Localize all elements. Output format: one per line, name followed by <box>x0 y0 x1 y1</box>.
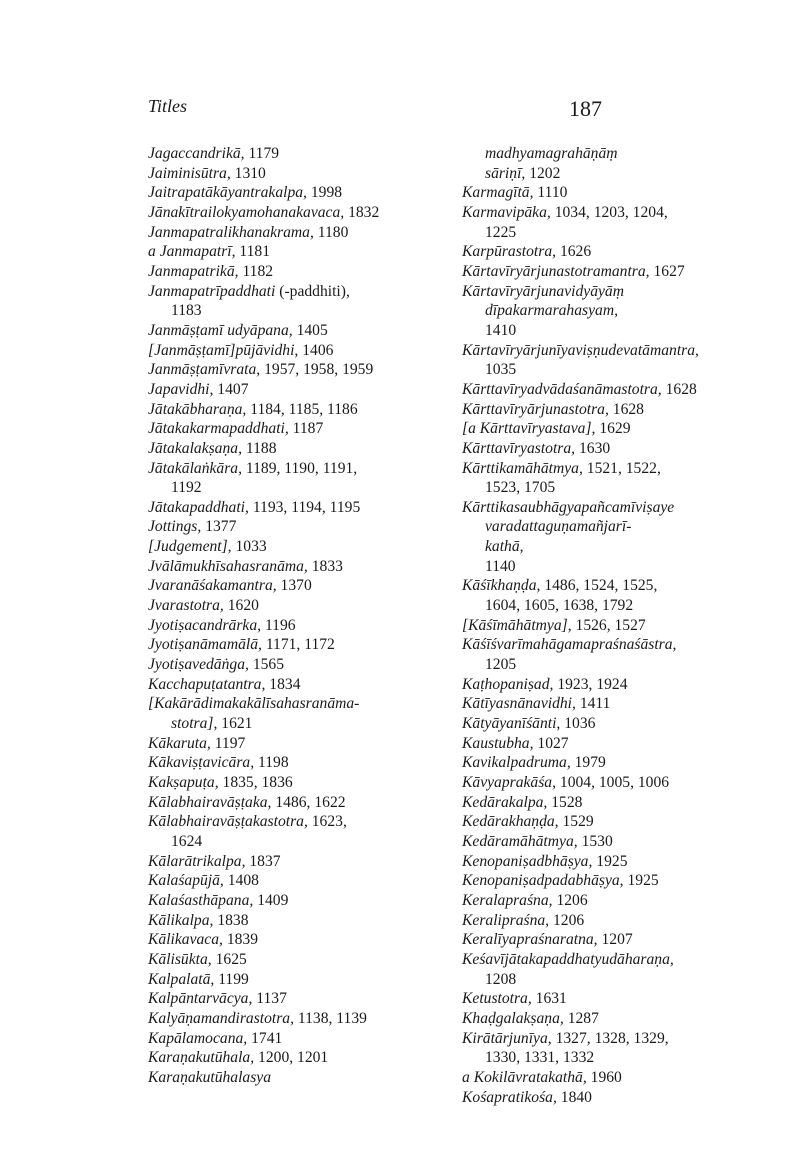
index-entry <box>148 557 448 577</box>
entry-numbers: 1206 <box>556 891 588 909</box>
entry-continuation <box>462 321 762 341</box>
entry-title: Keralapraśna, <box>462 891 553 909</box>
entry-numbers: 1199 <box>218 970 249 988</box>
entry-numbers: 1834 <box>269 675 301 693</box>
entry-numbers: 1925 <box>596 852 628 870</box>
entry-title: Janmapatralikhanakrama, <box>148 223 314 241</box>
entry-title: Kālikavaca, <box>148 931 223 949</box>
entry-numbers: 1979 <box>574 754 606 772</box>
entry-numbers: 1207 <box>601 931 633 949</box>
entry-numbers: 1620 <box>227 597 259 615</box>
entry-title: Kavikalpadruma, <box>462 754 571 772</box>
entry-title-continued: stotra], <box>171 715 218 733</box>
entry-numbers: 1838 <box>217 911 249 929</box>
entry-title: Karpūrastotra, <box>462 243 557 261</box>
entry-title: Kacchapuṭatantra, <box>148 675 266 693</box>
entry-numbers: 1137 <box>256 990 287 1008</box>
entry-title: Kārttavīryastotra, <box>462 439 576 457</box>
entry-title: [Judgement], <box>148 538 232 556</box>
index-entry <box>148 950 448 970</box>
entry-continuation <box>148 832 448 852</box>
index-entry <box>462 989 762 1009</box>
index-entry <box>462 341 762 380</box>
index-entry <box>148 753 448 773</box>
entry-title-continued: dīpakarmarahasyam, <box>485 302 618 320</box>
entry-numbers: 1189, 1190, 1191, <box>245 459 358 477</box>
index-entry <box>462 1088 762 1108</box>
entry-continuation <box>462 970 762 990</box>
entry-numbers: 1629 <box>599 420 631 438</box>
entry-title: Kākaruta, <box>148 734 211 752</box>
entry-numbers: 1184, 1185, 1186 <box>250 400 358 418</box>
entry-numbers: 1182 <box>242 262 274 280</box>
index-entry <box>148 144 448 164</box>
index-entry <box>462 891 762 911</box>
entry-title: Janmāṣṭamī udyāpana, <box>148 321 293 339</box>
entry-numbers: 1411 <box>579 695 611 713</box>
index-entry <box>462 852 762 872</box>
index-entry <box>148 891 448 911</box>
entry-numbers: 1310 <box>234 164 266 182</box>
index-entry <box>462 439 762 459</box>
entry-numbers: 1628 <box>612 400 644 418</box>
entry-title: Kalpāntarvācya, <box>148 990 253 1008</box>
entry-numbers: 1625 <box>215 950 247 968</box>
entry-numbers: 1181 <box>239 243 271 261</box>
entry-title: Kārttikamāhātmya, <box>462 459 583 477</box>
entry-numbers: 1406 <box>302 341 334 359</box>
entry-numbers: 1370 <box>280 577 312 595</box>
entry-numbers: 1179 <box>248 145 280 162</box>
index-entry <box>462 871 762 891</box>
index-entry <box>148 1048 448 1068</box>
entry-numbers: 1486, 1622 <box>275 793 346 811</box>
entry-numbers-continued: 1183 <box>171 302 202 320</box>
entry-numbers: 1526, 1527 <box>575 616 646 634</box>
entry-numbers: 1287 <box>567 1009 599 1027</box>
entry-title: Jyotiṣanāmamālā, <box>148 636 262 654</box>
entry-numbers: 1529 <box>562 813 594 831</box>
index-entry <box>462 380 762 400</box>
entry-continuation <box>462 655 762 675</box>
index-entry <box>462 183 762 203</box>
index-entry <box>148 223 448 243</box>
entry-title: Kārttavīryārjunastotra, <box>462 400 609 418</box>
entry-title: Kaustubha, <box>462 734 534 752</box>
entry-title: Jvaranāśakamantra, <box>148 577 277 595</box>
entry-numbers: 1187 <box>292 420 324 438</box>
entry-title: Kakṣapuṭa, <box>148 774 219 791</box>
entry-continuation <box>462 1048 762 1068</box>
entry-title: Khaḍgalakṣaṇa, <box>462 1009 564 1027</box>
index-entry <box>462 694 762 714</box>
entry-title-continued: kathā, <box>485 538 524 556</box>
entry-continuation <box>462 537 762 557</box>
entry-title: Kenopaniṣadpadabhāṣya, <box>462 872 624 890</box>
index-entry <box>462 753 762 773</box>
entry-title: Jātakālaṅkāra, <box>148 459 242 477</box>
entry-numbers: 1925 <box>627 872 659 890</box>
entry-numbers: 1171, 1172 <box>265 636 335 654</box>
entry-title: Kārtavīryārjunastotramantra, <box>462 262 650 280</box>
index-entry <box>462 419 762 439</box>
index-entry <box>148 459 448 498</box>
index-entry <box>462 734 762 754</box>
index-entry <box>462 1009 762 1029</box>
index-entry <box>462 321 762 341</box>
entry-numbers: 1530 <box>581 832 613 850</box>
entry-numbers: 1138, 1139 <box>297 1009 367 1027</box>
entry-title: Kālarātrikalpa, <box>148 852 246 870</box>
entry-title: Janmapatrīpaddhati <box>148 282 276 300</box>
entry-continuation <box>462 164 762 184</box>
entry-title: Kaṭhopaniṣad, <box>462 675 554 693</box>
index-entry <box>148 164 448 184</box>
entry-title: Keralipraśna, <box>462 911 550 929</box>
index-entry <box>462 203 762 242</box>
entry-continuation <box>462 517 762 537</box>
entry-title: [Janmāṣṭamī]pūjāvidhi, <box>148 341 299 359</box>
index-entry <box>148 635 448 655</box>
entry-title: Kāśīśvarīmahāgamapraśnaśāstra, <box>462 636 677 654</box>
entry-numbers: 1960 <box>590 1068 622 1086</box>
entry-title: Kākaviṣṭavicāra, <box>148 754 255 772</box>
index-entry <box>462 242 762 262</box>
entry-numbers: 1405 <box>296 321 328 339</box>
entry-numbers: 1033 <box>235 538 267 556</box>
entry-continuation <box>462 596 762 616</box>
entry-numbers: 1407 <box>217 380 249 398</box>
entry-numbers-continued: 1330, 1331, 1332 <box>485 1049 595 1067</box>
index-entry <box>462 557 762 577</box>
entry-numbers-continued: 1523, 1705 <box>485 479 556 497</box>
index-entry <box>148 773 448 793</box>
entry-numbers: 1206 <box>552 911 585 929</box>
entry-title: Jottings, <box>148 518 202 536</box>
entry-numbers: 1486, 1524, 1525, <box>544 577 658 595</box>
index-entry <box>148 793 448 813</box>
entry-title: Jātakakarmapaddhati, <box>148 420 289 438</box>
entry-title: Kārtavīryārjunīyaviṣṇudevatāmantra, <box>462 341 699 359</box>
index-entry <box>462 459 762 498</box>
entry-title: Jānakītrailokyamohanakavaca, <box>148 203 345 221</box>
entry-numbers: 1923, 1924 <box>557 675 628 693</box>
entry-title: Kedārakhaṇḍa, <box>462 813 559 831</box>
entry-numbers: 1840 <box>560 1088 592 1106</box>
index-entry <box>462 164 762 184</box>
index-entry <box>148 812 448 851</box>
index-entry <box>462 911 762 931</box>
index-entry <box>148 852 448 872</box>
index-entry <box>148 576 448 596</box>
entry-title: Kalpalatā, <box>148 970 215 988</box>
entry-continuation <box>462 360 762 380</box>
entry-numbers: 1833 <box>311 557 343 575</box>
entry-title: Kārtavīryārjunavidyāyāṃ <box>462 282 624 300</box>
index-entry <box>148 871 448 891</box>
entry-title: a Kokilāvratakathā, <box>462 1068 587 1086</box>
index-entry <box>148 1068 448 1088</box>
entry-numbers: 1327, 1328, 1329, <box>555 1029 669 1047</box>
entry-title: Keśavījātakapaddhatyudāharaṇa, <box>462 950 674 968</box>
entry-numbers: 1198 <box>258 754 289 772</box>
index-entry <box>148 1029 448 1049</box>
index-entry <box>462 773 762 793</box>
entry-numbers: 1957, 1958, 1959 <box>264 361 374 379</box>
index-entry <box>462 144 762 164</box>
entry-title: a Janmapatrī, <box>148 243 236 261</box>
index-entry <box>148 930 448 950</box>
index-entry <box>148 989 448 1009</box>
entry-numbers-continued: 1202 <box>529 164 561 182</box>
index-entry <box>462 400 762 420</box>
index-entry <box>148 734 448 754</box>
entry-title: Kapālamocana, <box>148 1029 248 1047</box>
entry-title: Kenopaniṣadbhāṣya, <box>462 852 593 870</box>
entry-title: [a Kārttavīryastava], <box>462 420 596 438</box>
index-entry <box>462 793 762 813</box>
entry-title: Kalaśapūjā, <box>148 872 224 890</box>
entry-title: Karaṇakutūhalasya <box>148 1068 272 1086</box>
entry-numbers: 1521, 1522, <box>586 459 661 477</box>
entry-title: Kāśīkhaṇḍa, <box>462 577 541 595</box>
index-entry <box>462 812 762 832</box>
left-index-column <box>148 144 448 1088</box>
index-entry <box>148 616 448 636</box>
entry-numbers: 1409 <box>257 891 289 909</box>
index-entry <box>148 498 448 518</box>
entry-numbers-continued: 1225 <box>485 223 517 241</box>
entry-title: Kārttavīryadvādaśanāmastotra, <box>462 380 662 398</box>
entry-title: Kośapratikośa, <box>462 1088 557 1106</box>
right-index-column <box>462 144 762 1107</box>
entry-numbers: 1630 <box>578 439 611 457</box>
entry-numbers-continued: 1604, 1605, 1638, 1792 <box>485 597 634 615</box>
entry-numbers-continued: 1208 <box>485 970 517 988</box>
entry-title: Kirātārjunīya, <box>462 1029 552 1047</box>
index-entry <box>462 635 762 674</box>
index-entry <box>462 714 762 734</box>
entry-numbers-continued: 1624 <box>171 832 203 850</box>
entry-numbers: 1027 <box>537 734 569 752</box>
index-entry <box>148 1009 448 1029</box>
index-entry <box>462 282 762 321</box>
index-entry <box>148 360 448 380</box>
entry-continuation <box>148 478 448 498</box>
entry-title: Kālabhairavāṣṭaka, <box>148 793 272 811</box>
entry-title: Keralīyapraśnaratna, <box>462 931 598 949</box>
entry-title: Jvālāmukhīsahasranāma, <box>148 557 308 575</box>
index-entry <box>148 282 448 321</box>
index-entry <box>462 950 762 989</box>
entry-continuation <box>462 478 762 498</box>
entry-title-continued: sāriṇī, <box>485 164 526 182</box>
index-entry <box>462 537 762 557</box>
running-head <box>148 96 602 120</box>
entry-title: Kāvyaprakāśa, <box>462 774 556 791</box>
entry-numbers: (-paddhiti), <box>279 282 350 300</box>
index-entry <box>148 517 448 537</box>
index-entry <box>462 1068 762 1088</box>
entry-numbers-continued: 1035 <box>485 361 517 379</box>
entry-title: Japavidhi, <box>148 380 214 398</box>
index-entry <box>148 675 448 695</box>
index-entry <box>148 242 448 262</box>
entry-numbers: 1839 <box>226 931 259 949</box>
entry-continuation <box>148 714 448 734</box>
entry-numbers: 1565 <box>252 656 284 674</box>
entry-title: Kārttikasaubhāgyapañcamīviṣaye <box>462 498 675 516</box>
index-entry <box>462 498 762 537</box>
entry-numbers: 1835, 1836 <box>222 774 293 791</box>
entry-numbers: 1004, 1005, 1006 <box>559 774 670 791</box>
entry-title: Janmapatrikā, <box>148 262 239 280</box>
entry-numbers: 1110 <box>537 184 568 202</box>
entry-numbers-continued: 1192 <box>171 479 202 497</box>
index-entry <box>148 970 448 990</box>
entry-continuation <box>462 223 762 243</box>
entry-numbers-continued: 1205 <box>485 656 517 674</box>
index-entry <box>462 576 762 615</box>
entry-continuation <box>462 301 762 321</box>
entry-numbers: 1998 <box>310 184 343 202</box>
index-entry <box>462 1029 762 1068</box>
index-entry <box>148 655 448 675</box>
entry-title: Jyotiṣacandrārka, <box>148 616 262 634</box>
entry-title: Jātakābharaṇa, <box>148 400 247 418</box>
entry-numbers: 1197 <box>214 734 246 752</box>
entry-title: Karmagītā, <box>462 184 534 202</box>
index-entry <box>148 262 448 282</box>
index-entry <box>148 694 448 733</box>
entry-continuation <box>148 301 448 321</box>
entry-numbers: 1193, 1194, 1195 <box>252 498 361 516</box>
index-entry <box>462 262 762 282</box>
entry-numbers: 1623, <box>311 813 347 831</box>
index-entry <box>148 596 448 616</box>
entry-numbers: 1034, 1203, 1204, <box>554 203 668 221</box>
entry-numbers: 1626 <box>559 243 592 261</box>
entry-title-continued: madhyamagrahāṇāṃ <box>485 145 618 162</box>
page-number: 187 <box>569 96 602 121</box>
index-entry <box>462 616 762 636</box>
entry-numbers: 1196 <box>264 616 296 634</box>
entry-title: Kālabhairavāṣṭakastotra, <box>148 813 308 831</box>
entry-numbers: 1188 <box>245 439 277 457</box>
entry-title: Karaṇakutūhala, <box>148 1049 255 1067</box>
entry-numbers: 1627 <box>653 262 685 280</box>
entry-title: Kalaśasthāpana, <box>148 891 254 909</box>
index-entry <box>462 832 762 852</box>
index-entry <box>462 930 762 950</box>
entry-title: Kālikalpa, <box>148 911 214 929</box>
entry-numbers: 1036 <box>564 715 596 733</box>
entry-numbers: 1741 <box>251 1029 283 1047</box>
entry-title: Jātakapaddhati, <box>148 498 249 516</box>
entry-numbers-continued: 1140 <box>485 557 516 575</box>
index-entry <box>148 380 448 400</box>
entry-numbers: 1631 <box>535 990 567 1008</box>
entry-numbers: 1377 <box>205 518 237 536</box>
entry-title: Kātyāyanīśānti, <box>462 715 561 733</box>
entry-title: Jaitrapatākāyantrakalpa, <box>148 184 307 202</box>
index-entry <box>148 911 448 931</box>
entry-numbers: 1837 <box>249 852 281 870</box>
entry-title: Kālisūkta, <box>148 950 212 968</box>
entry-numbers: 1528 <box>551 793 583 811</box>
entry-numbers-continued: 1410 <box>485 321 517 339</box>
entry-numbers-continued: 1621 <box>221 715 253 733</box>
entry-title: Jaiminisūtra, <box>148 164 231 182</box>
entry-title: Ketustotra, <box>462 990 532 1008</box>
entry-title: Kedārakalpa, <box>462 793 548 811</box>
index-entry <box>462 675 762 695</box>
entry-title: Kātīyasnānavidhi, <box>462 695 576 713</box>
index-entry <box>148 439 448 459</box>
entry-continuation <box>462 144 762 164</box>
entry-numbers: 1200, 1201 <box>258 1049 329 1067</box>
entry-numbers: 1628 <box>665 380 697 398</box>
entry-continuation <box>462 557 762 577</box>
entry-title: Kedāramāhātmya, <box>462 832 578 850</box>
index-entry <box>148 419 448 439</box>
index-entry <box>148 537 448 557</box>
index-entry <box>148 321 448 341</box>
entry-numbers: 1832 <box>348 203 380 221</box>
entry-title: Jātakalakṣaṇa, <box>148 439 242 457</box>
entry-title: Karmavipāka, <box>462 203 551 221</box>
entry-title: Jyotiṣavedāṅga, <box>148 656 249 674</box>
entry-title-continued: varadattaguṇamañjarī- <box>485 518 632 536</box>
index-entry <box>148 341 448 361</box>
index-entry <box>148 400 448 420</box>
entry-title: [Kakārādimakakālīsahasranāma- <box>148 695 360 713</box>
entry-numbers: 1180 <box>317 223 349 241</box>
section-title: Titles <box>148 96 188 116</box>
entry-title: Janmāṣṭamīvrata, <box>148 361 261 379</box>
entry-title: Kalyāṇamandirastotra, <box>148 1009 294 1027</box>
index-entry <box>148 203 448 223</box>
entry-numbers: 1408 <box>227 872 259 890</box>
entry-title: Jagaccandrikā, <box>148 145 245 162</box>
entry-title: Jvarastotra, <box>148 597 224 615</box>
index-entry <box>148 183 448 203</box>
entry-title: [Kāśīmāhātmya], <box>462 616 572 634</box>
